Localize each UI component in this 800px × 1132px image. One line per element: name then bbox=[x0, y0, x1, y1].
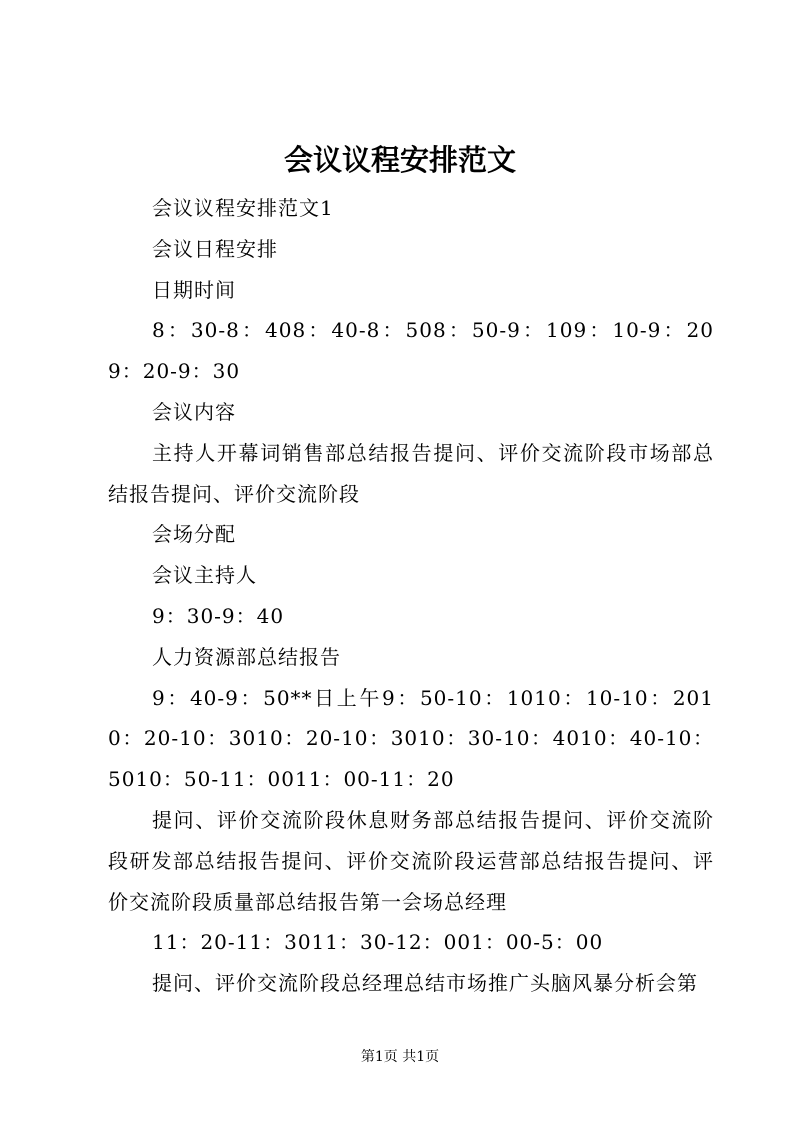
paragraph-6: 主持人开幕词销售部总结报告提问、评价交流阶段市场部总结报告提问、评价交流阶段 bbox=[108, 440, 714, 506]
paragraph-13: 11：20-11：3011：30-12：001：00-5：00 bbox=[152, 930, 604, 955]
paragraph-5: 会议内容 bbox=[152, 399, 236, 424]
paragraph-12: 提问、评价交流阶段休息财务部总结报告提问、评价交流阶段研发部总结报告提问、评价交流阶段运营部总结报告提问、评价交流阶段质量部总结报告第一会场总经理 bbox=[108, 807, 714, 914]
paragraph-11: 9：40-9：50**日上午9：50-10：1010：10-10：2010：20-10：3010：20-10：3010：30-10：4010：40-10：5010：50-11：0011：00-11：20 bbox=[108, 685, 714, 792]
document-body bbox=[108, 188, 714, 1004]
paragraph-2: 会议日程安排 bbox=[152, 236, 278, 261]
paragraph-7: 会场分配 bbox=[152, 522, 236, 547]
page-footer: 第1页 共1页 bbox=[360, 1049, 440, 1065]
paragraph-10: 人力资源部总结报告 bbox=[152, 644, 341, 669]
paragraph-14: 提问、评价交流阶段总经理总结市场推广头脑风暴分析会第 bbox=[152, 971, 698, 996]
paragraph-1: 会议议程安排范文1 bbox=[152, 196, 334, 220]
paragraph-8: 会议主持人 bbox=[152, 563, 257, 588]
page-title: 会议议程安排范文 bbox=[283, 143, 516, 177]
paragraph-9: 9：30-9：40 bbox=[152, 603, 285, 628]
paragraph-4: 8：30-8：408：40-8：508：50-9：109：10-9：209：20-9：30 bbox=[108, 318, 714, 384]
paragraph-3: 日期时间 bbox=[152, 277, 236, 302]
